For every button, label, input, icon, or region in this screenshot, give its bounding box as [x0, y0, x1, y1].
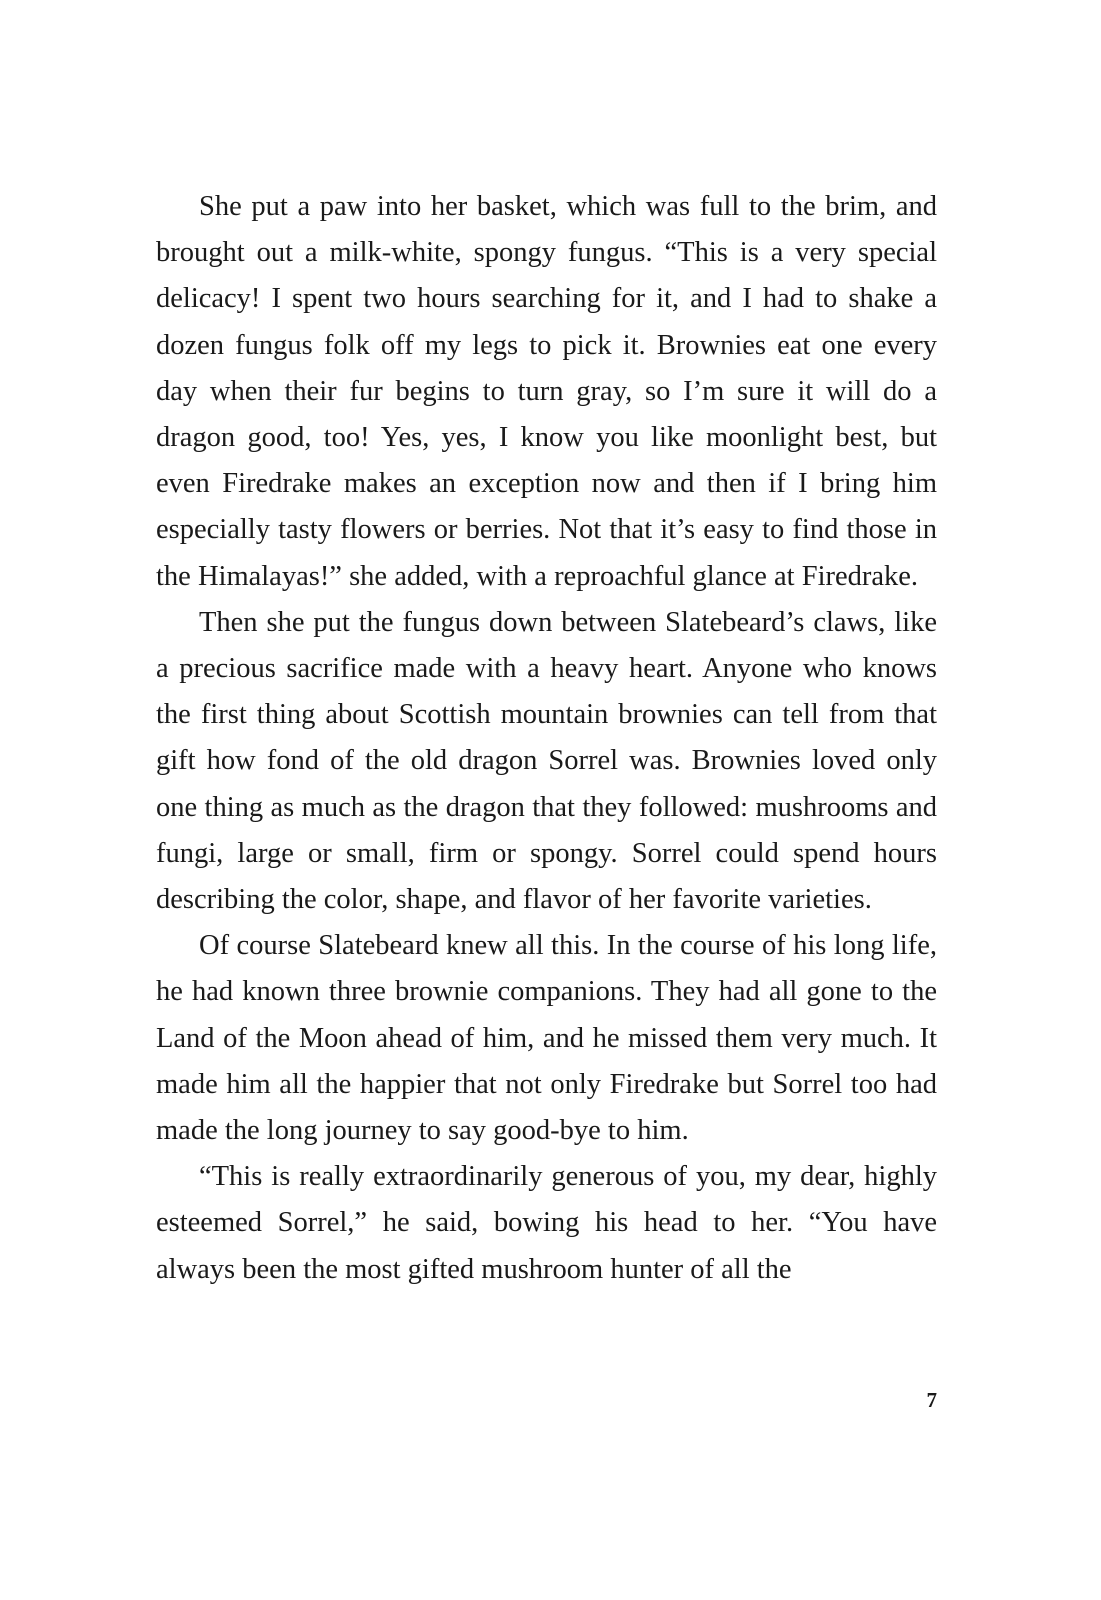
body-text — [156, 184, 937, 1293]
paragraph-2: Then she put the fungus down between Slatebeard’s claws, like a precious sacrifice made with a heavy heart. Anyone who knows the first thing about Scottish mountain brownies can tell from that gift how fond of the old dragon Sorrel was. Brownies loved only one thing as much as the dragon that they followed: mushrooms and fungi, large or small, firm or spongy. Sorrel could spend hours describing the color, shape, and flavor of her favorite varieties. — [156, 606, 937, 916]
page-number: 7 — [926, 1388, 937, 1412]
paragraph-1: She put a paw into her basket, which was full to the brim, and brought out a milk-white, spongy fungus. “This is a very special delicacy! I spent two hours searching for it, and I had to shake a dozen fungus folk off my legs to pick it. Brownies eat one every day when their fur begins to turn gray, so I’m sure it will do a dragon good, too! Yes, yes, I know you like moonlight best, but even Firedrake makes an exception now and then if I bring him especially tasty flowers or berries. Not that it’s easy to find those in the Himalayas!” she added, with a reproachful glance at Firedrake. — [156, 191, 937, 592]
paragraph-3: Of course Slatebeard knew all this. In the course of his long life, he had known three brownie companions. They had all gone to the Land of the Moon ahead of him, and he missed them very much. It made him all the happier that not only Firedrake but Sorrel too had made the long journey to say good-bye to him. — [156, 930, 937, 1147]
paragraph-4: “This is really extraordinarily generous of you, my dear, highly esteemed Sorrel,” he said, bowing his head to her. “You have always been the most gifted mushroom hunter of all the — [156, 1161, 937, 1285]
